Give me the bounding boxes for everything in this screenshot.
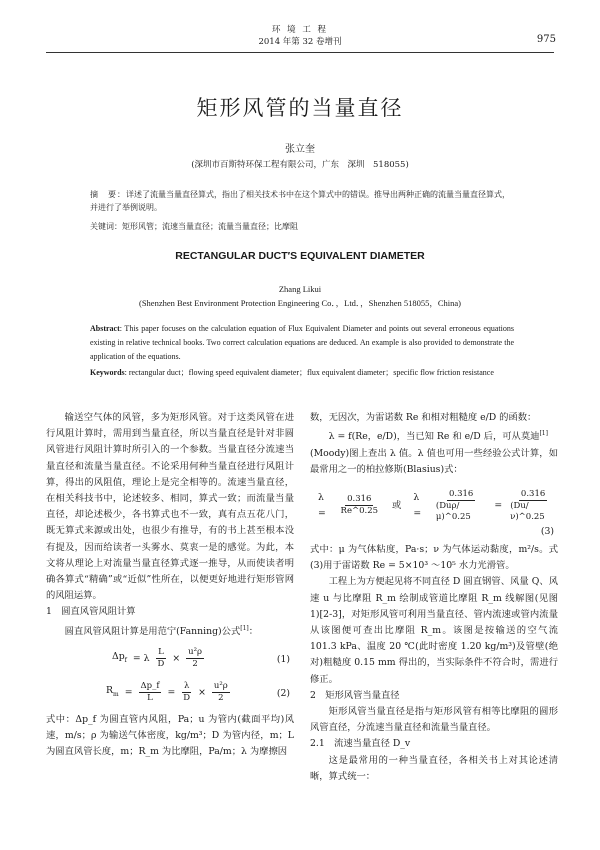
eq1-lhs: $\Delta p_f$ <box>112 650 127 664</box>
eq2-fraction-2: $\frac{\lambda}{D}$ <box>183 681 191 704</box>
keywords-cn <box>90 220 514 233</box>
section-2-1-heading: 2.1 流速当量直径 D_v <box>310 738 411 750</box>
journal-name: 环 境 工 程 <box>271 25 329 35</box>
moody-text: (Moody)图上查出 λ 值。λ 值也可用一些经验公式计算，如最常用之一的柏拉修斯(Blasius)式： <box>310 447 558 475</box>
equation-3 <box>310 482 558 538</box>
abstract-en-text: : This paper focuses on the calculation equation of Flux Equivalent Diameter and points out several erroneous equations existing in relative technical books. Two correct calculation equations are deduced. An example is also provided to demonstrate the application of the equations. <box>90 324 514 361</box>
eq2-number: (2) <box>276 687 290 699</box>
chart-paragraph: 工程上为方便起见将不同直径 D 圆直钢管、风量 Q、风速 u 与比摩阻 R_m 绘制成管道比摩阻 R_m 线解图(见图 1)[2-3]，对矩形风管可利用当量直径、管内流速或管内流量从该图便可查出比摩阻 R_m。该图是按输送的空气流 101.3 kPa、温度 20 ℃(此时密度 1.20 kg/m³)及管壁(绝对)粗糙度 0.15 mm 得出的，当实际条件不符合时，需进行修正。 <box>310 576 558 685</box>
eq2-equals-2: = <box>167 686 176 698</box>
author-cn: 张立奎 <box>285 144 315 155</box>
abstract-cn <box>90 188 514 214</box>
eq3-number: (3) <box>540 525 554 537</box>
eq1-fraction-1: $\frac{L}{D}$ <box>157 647 165 670</box>
running-head <box>0 24 600 48</box>
eq1-equals: = λ <box>132 652 150 664</box>
author-en: Zhang Likui <box>278 284 322 294</box>
eq3-lambda-2: λ = <box>413 491 422 519</box>
affiliation-cn: (深圳市百斯特环保工程有限公司，广东 深圳 518055) <box>191 160 409 170</box>
eq1-number: (1) <box>276 653 290 665</box>
fanning-text: 圆直风管风阻计算是用范宁(Fanning)公式 <box>64 625 241 637</box>
page-number: 975 <box>536 34 556 45</box>
fanning-ref: [1] <box>240 624 249 632</box>
keywords-cn-label: 关键词： <box>90 222 122 231</box>
title-en: RECTANGULAR DUCT′S EQUIVALENT DIAMETER <box>175 250 425 262</box>
eq3-equals: = <box>494 499 503 511</box>
abstract-en <box>90 322 514 364</box>
eq2-equals: = <box>124 686 133 698</box>
right-column <box>310 410 558 785</box>
equation-2 <box>46 678 294 708</box>
legend-1-2: 式中：Δp_f 为圆直管内风阻，Pa；u 为管内(截面平均)风速，m/s；ρ 为输送气体密度，kg/m³；D 为管内径，m；L 为圆直风管长度，m；R_m 为比摩阻，Pa/m；λ 为摩擦因 <box>46 713 294 758</box>
section-2-heading: 2 矩形风管当量直径 <box>310 689 400 701</box>
eq2-times: × <box>198 686 206 698</box>
eq3-fraction-a: $\frac{0.316}{Re\^{}0.25}$ <box>340 494 379 517</box>
keywords-en <box>90 366 514 379</box>
title-cn: 矩形风管的当量直径 <box>196 96 404 120</box>
continuation-text: 数，无因次，为雷诺数 Re 和相对粗糙度 e/D 的函数： <box>310 412 537 423</box>
header-rule <box>46 52 554 53</box>
affiliation-en: (Shenzhen Best Environment Protection Engineering Co．，Ltd．，Shenzhen 518055，China) <box>138 298 461 308</box>
eq2-fraction-1: $\frac{\Delta p\_f}{L}$ <box>140 681 160 704</box>
eq2-fraction-3: $\frac{\text{u²ρ}}{2}$ <box>213 681 228 704</box>
keywords-cn-text: 矩形风管；流速当量直径；流量当量直径；比摩阻 <box>122 222 298 231</box>
eq1-fraction-2: $\frac{\text{u²ρ}}{2}$ <box>188 647 203 670</box>
eq3-fraction-b: $\frac{0.316}{\text{(Duρ/μ)\textasciicircum{}0.25}}$ <box>435 488 474 522</box>
abstract-cn-text: 详述了流量当量直径算式，指出了相关技术书中在这个算式中的错误。推导出两种正确的流量当量直径算式，并进行了举例说明。 <box>90 190 510 212</box>
abstract-cn-label: 摘 要： <box>90 190 126 199</box>
eq3-fraction-c: $\frac{0.316}{(Du/\nu)\^{}0.25}$ <box>510 488 546 522</box>
moody-ref: [1] <box>539 430 548 438</box>
fanning-end: ： <box>248 625 259 637</box>
left-column <box>46 410 294 761</box>
section-2-paragraph: 矩形风管当量直径是指与矩形风管有相等比摩阻的圆形风管直径，分流速当量直径和流量当量直径。 <box>310 705 558 734</box>
fanning-paragraph <box>46 621 294 640</box>
lambda-function: λ = f(Re，e/D)，当已知 Re 和 e/D 后，可从莫迪[1] <box>328 430 548 443</box>
keywords-en-label: Keywords <box>90 368 125 377</box>
abstract-en-label: Abstract <box>90 324 120 333</box>
eq3-lambda: λ = <box>318 491 326 519</box>
keywords-en-text: : rectangular duct；flowing speed equivalent diameter；flux equivalent diameter；specific flow friction resistance <box>124 368 494 377</box>
eq1-times: × <box>172 652 181 664</box>
eq3-or: 或 <box>392 499 402 511</box>
legend-3: 式中：μ 为气体粘度，Pa·s；ν 为气体运动黏度，m²/s。式(3)用于雷诺数 Re = 5×10³ ～10⁵ 水力光滑管。 <box>310 543 558 572</box>
intro-paragraph: 输送空气体的风管，多为矩形风管。对于这类风管在进行风阻计算时，需用到当量直径，所以当量直径是针对非圆风管进行风阻计算时所引入的一个参数。当量直径分流速当量直径和流量当量直径。不论采用何种当量直径进行风阻计算，得出的风阻值，理论上是完全相等的。流速当量直径，在相关科技书中，论述较多、相同，算式一致；而流量当量直径，却论述极少，各书算式也不一致，真有点五花八门，既无算式来源或出处，也很少有推导，有的书上甚至根本没有提及，因而给读者一头雾水、莫衷一是的感觉。为此，本文将从理论上对流量当量直径算式逐一推导，从而使读者明确各算式“精确”或“近似”性所在，以便更好地进行矩形管网的风阻运算。 <box>46 412 294 602</box>
eq2-lhs: $R_m$ <box>106 684 119 698</box>
section-2-1-paragraph: 这是最常用的一种当量直径，各相关书上对其论述清晰，算式统一： <box>310 754 558 782</box>
section-1-heading: 1 圆直风管风阻计算 <box>46 606 136 618</box>
journal-issue: 2014 年第 32 卷增刊 <box>258 37 342 47</box>
equation-1 <box>46 644 294 674</box>
